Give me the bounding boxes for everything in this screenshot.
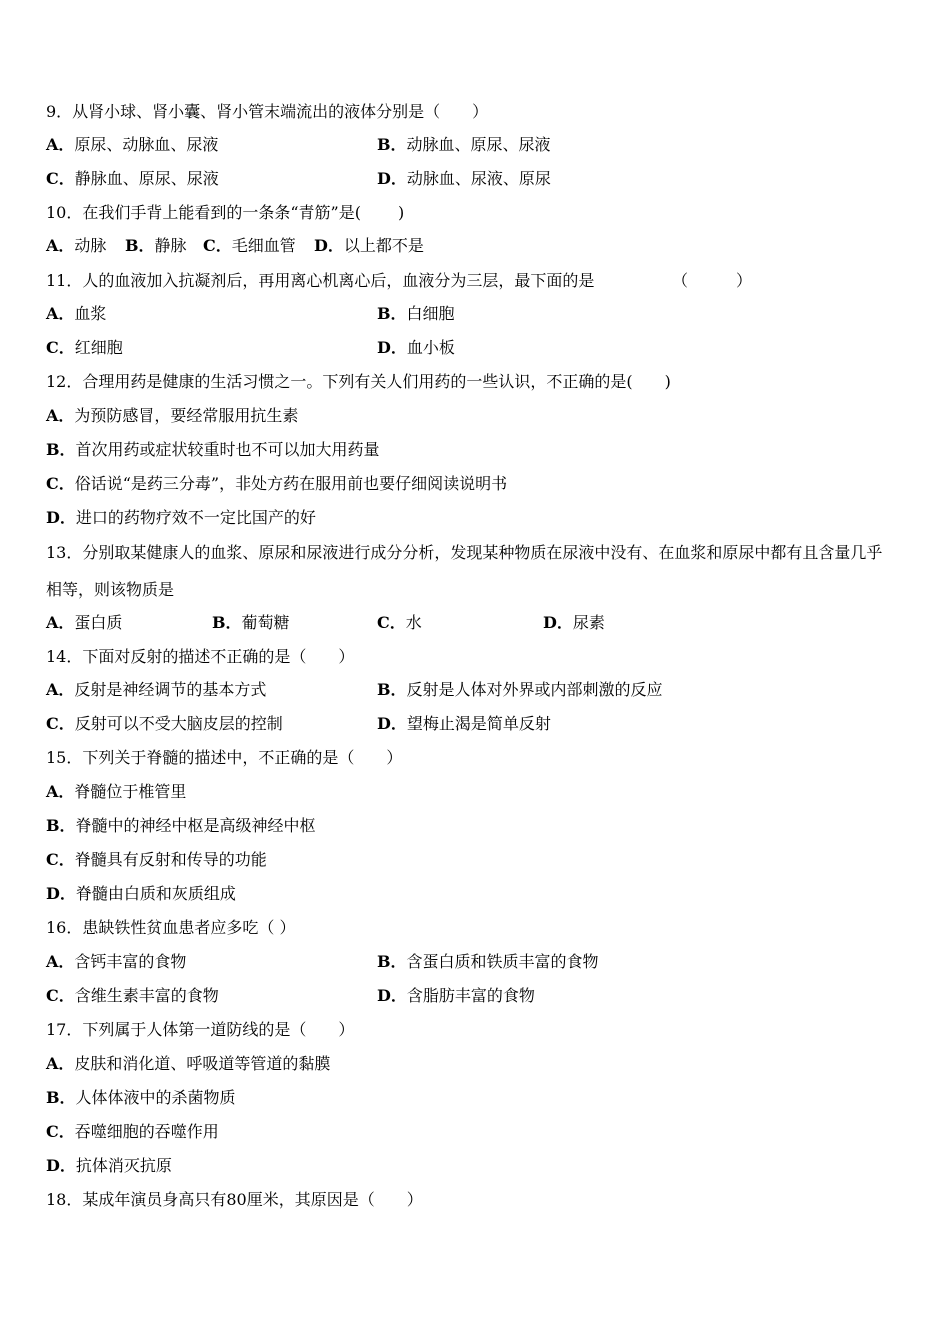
question-10-option-a[interactable] bbox=[46, 236, 106, 256]
question-10-option-b[interactable] bbox=[125, 236, 187, 256]
option-letter: A． bbox=[46, 782, 75, 801]
option-text: 望梅止渴是简单反射 bbox=[406, 714, 551, 733]
option-text: 脊髓由白质和灰质组成 bbox=[75, 884, 236, 903]
option-text: 以上都不是 bbox=[343, 236, 424, 255]
option-letter: B． bbox=[377, 680, 407, 699]
option-letter: C． bbox=[46, 1122, 75, 1141]
question-13-option-c[interactable] bbox=[377, 613, 422, 633]
option-letter: C． bbox=[46, 714, 75, 733]
option-text: 红细胞 bbox=[74, 338, 123, 357]
question-12-option-a[interactable] bbox=[46, 406, 298, 426]
option-text: 反射是人体对外界或内部刺激的反应 bbox=[406, 680, 663, 699]
question-11-option-c[interactable] bbox=[46, 338, 123, 358]
option-letter: A． bbox=[46, 304, 75, 323]
question-14-option-d[interactable] bbox=[377, 714, 551, 734]
option-text: 毛细血管 bbox=[231, 236, 296, 255]
option-letter: D． bbox=[46, 1156, 76, 1175]
option-text: 蛋白质 bbox=[74, 613, 123, 632]
option-text: 脊髓中的神经中枢是高级神经中枢 bbox=[75, 816, 316, 835]
question-13-option-d[interactable] bbox=[543, 613, 605, 633]
question-9-option-d[interactable] bbox=[377, 169, 551, 189]
question-16-option-b[interactable] bbox=[377, 952, 599, 972]
option-letter: B． bbox=[46, 440, 76, 459]
option-letter: A． bbox=[46, 135, 75, 154]
question-10-options bbox=[46, 236, 926, 256]
option-letter: A． bbox=[46, 236, 75, 255]
question-18-stem: 18．某成年演员身高只有80厘米，其原因是（ ） bbox=[46, 1190, 423, 1209]
option-text: 俗话说“是药三分毒”，非处方药在服用前也要仔细阅读说明书 bbox=[74, 474, 508, 493]
option-text: 静脉血、原尿、尿液 bbox=[74, 169, 219, 188]
option-letter: C． bbox=[46, 474, 75, 493]
option-letter: A． bbox=[46, 406, 75, 425]
question-17-option-b[interactable] bbox=[46, 1088, 236, 1108]
option-text: 反射是神经调节的基本方式 bbox=[74, 680, 267, 699]
option-text: 白细胞 bbox=[406, 304, 455, 323]
option-letter: C． bbox=[46, 169, 75, 188]
question-12-option-d[interactable] bbox=[46, 508, 316, 528]
option-text: 静脉 bbox=[154, 236, 187, 255]
question-11-option-d[interactable] bbox=[377, 338, 455, 358]
option-text: 血浆 bbox=[74, 304, 107, 323]
question-12-stem: 12．合理用药是健康的生活习惯之一。下列有关人们用药的一些认识，不正确的是( ) bbox=[46, 372, 671, 391]
question-15-option-a[interactable] bbox=[46, 782, 186, 802]
option-letter: D． bbox=[377, 338, 407, 357]
question-9-option-b[interactable] bbox=[377, 135, 551, 155]
option-text: 吞噬细胞的吞噬作用 bbox=[74, 1122, 219, 1141]
option-letter: B． bbox=[377, 135, 407, 154]
question-12-option-c[interactable] bbox=[46, 474, 507, 494]
option-text: 含蛋白质和铁质丰富的食物 bbox=[406, 952, 599, 971]
option-text: 脊髓位于椎管里 bbox=[74, 782, 187, 801]
option-letter: D． bbox=[314, 236, 344, 255]
question-15-option-d[interactable] bbox=[46, 884, 236, 904]
option-letter: A． bbox=[46, 952, 75, 971]
option-text: 含脂肪丰富的食物 bbox=[406, 986, 535, 1005]
question-14-option-a[interactable] bbox=[46, 680, 266, 700]
option-text: 首次用药或症状较重时也不可以加大用药量 bbox=[75, 440, 380, 459]
option-letter: D． bbox=[46, 884, 76, 903]
option-text: 含维生素丰富的食物 bbox=[74, 986, 219, 1005]
option-text: 脊髓具有反射和传导的功能 bbox=[74, 850, 267, 869]
question-11-option-a[interactable] bbox=[46, 304, 106, 324]
option-letter: D． bbox=[543, 613, 573, 632]
question-14-stem: 14．下面对反射的描述不正确的是（ ） bbox=[46, 647, 355, 666]
question-16-option-a[interactable] bbox=[46, 952, 186, 972]
option-text: 动脉 bbox=[74, 236, 107, 255]
option-text: 动脉血、原尿、尿液 bbox=[406, 135, 551, 154]
question-10-stem: 10．在我们手背上能看到的一条条“青筋”是( ) bbox=[46, 203, 405, 222]
question-15-option-b[interactable] bbox=[46, 816, 316, 836]
question-17-option-a[interactable] bbox=[46, 1054, 330, 1074]
option-text: 动脉血、尿液、原尿 bbox=[406, 169, 551, 188]
option-text: 皮肤和消化道、呼吸道等管道的黏膜 bbox=[74, 1054, 331, 1073]
question-17-option-d[interactable] bbox=[46, 1156, 172, 1176]
option-letter: B． bbox=[46, 816, 76, 835]
option-letter: B． bbox=[377, 304, 407, 323]
option-text: 抗体消灭抗原 bbox=[75, 1156, 172, 1175]
option-letter: C． bbox=[377, 613, 406, 632]
question-11-answer-paren: （ ） bbox=[672, 271, 753, 290]
question-10-option-c[interactable] bbox=[203, 236, 296, 256]
option-text: 人体体液中的杀菌物质 bbox=[75, 1088, 236, 1107]
question-13-option-b[interactable] bbox=[212, 613, 290, 633]
option-letter: D． bbox=[377, 169, 407, 188]
option-text: 含钙丰富的食物 bbox=[74, 952, 187, 971]
question-17-option-c[interactable] bbox=[46, 1122, 219, 1142]
question-16-stem: 16．患缺铁性贫血患者应多吃（ ） bbox=[46, 918, 296, 937]
option-letter: A． bbox=[46, 613, 75, 632]
question-13-stem-line-2: 相等，则该物质是 bbox=[46, 580, 175, 599]
option-letter: C． bbox=[46, 986, 75, 1005]
question-14-option-c[interactable] bbox=[46, 714, 283, 734]
question-10-option-d[interactable] bbox=[314, 236, 424, 256]
option-text: 葡萄糖 bbox=[241, 613, 290, 632]
option-text: 血小板 bbox=[406, 338, 455, 357]
question-11-option-b[interactable] bbox=[377, 304, 455, 324]
option-letter: A． bbox=[46, 1054, 75, 1073]
question-9-option-c[interactable] bbox=[46, 169, 219, 189]
option-text: 为预防感冒，要经常服用抗生素 bbox=[74, 406, 299, 425]
question-15-option-c[interactable] bbox=[46, 850, 267, 870]
option-letter: B． bbox=[125, 236, 155, 255]
option-text: 原尿、动脉血、尿液 bbox=[74, 135, 219, 154]
option-letter: D． bbox=[377, 714, 407, 733]
question-17-stem: 17．下列属于人体第一道防线的是（ ） bbox=[46, 1020, 355, 1039]
option-letter: B． bbox=[212, 613, 242, 632]
question-13-option-a[interactable] bbox=[46, 613, 122, 633]
question-14-option-b[interactable] bbox=[377, 680, 663, 700]
option-letter: A． bbox=[46, 680, 75, 699]
option-letter: B． bbox=[46, 1088, 76, 1107]
option-text: 进口的药物疗效不一定比国产的好 bbox=[75, 508, 316, 527]
question-12-option-b[interactable] bbox=[46, 440, 380, 460]
option-letter: C． bbox=[46, 850, 75, 869]
option-letter: C． bbox=[203, 236, 232, 255]
option-letter: B． bbox=[377, 952, 407, 971]
option-letter: D． bbox=[46, 508, 76, 527]
option-text: 尿素 bbox=[572, 613, 605, 632]
option-letter: C． bbox=[46, 338, 75, 357]
question-11-stem: 11．人的血液加入抗凝剂后，再用离心机离心后，血液分为三层，最下面的是 bbox=[46, 271, 595, 290]
question-13-stem-line-1: 13．分别取某健康人的血浆、原尿和尿液进行成分分析，发现某种物质在尿液中没有、在血浆和原尿中都有且含量几乎 bbox=[46, 543, 883, 562]
option-letter: D． bbox=[377, 986, 407, 1005]
question-16-option-c[interactable] bbox=[46, 986, 219, 1006]
question-13-options bbox=[46, 613, 926, 633]
option-text: 水 bbox=[405, 613, 422, 632]
question-9-stem: 9．从肾小球、肾小囊、肾小管末端流出的液体分别是（ ） bbox=[46, 102, 489, 121]
question-16-option-d[interactable] bbox=[377, 986, 535, 1006]
option-text: 反射可以不受大脑皮层的控制 bbox=[74, 714, 283, 733]
question-15-stem: 15．下列关于脊髓的描述中，不正确的是（ ） bbox=[46, 748, 403, 767]
question-9-option-a[interactable] bbox=[46, 135, 218, 155]
